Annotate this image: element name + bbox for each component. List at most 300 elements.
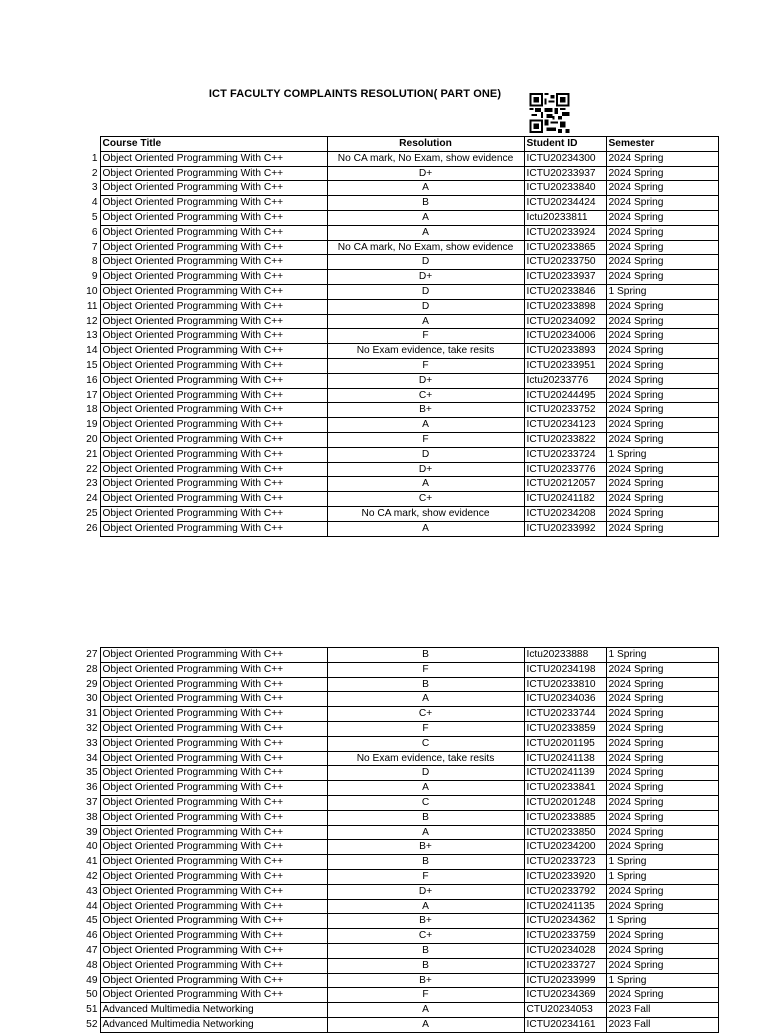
course-title-cell: Object Oriented Programming With C++	[100, 736, 327, 751]
course-title-cell: Object Oriented Programming With C++	[100, 521, 327, 536]
course-title-cell: Object Oriented Programming With C++	[100, 492, 327, 507]
resolution-cell: D+	[327, 462, 524, 477]
semester-cell: 2024 Spring	[606, 403, 718, 418]
student-id-cell: ICTU20233999	[524, 973, 606, 988]
semester-cell: 2024 Spring	[606, 721, 718, 736]
semester-cell: 2024 Spring	[606, 766, 718, 781]
course-title-cell: Object Oriented Programming With C++	[100, 869, 327, 884]
resolution-cell: C+	[327, 492, 524, 507]
semester-cell: 2024 Spring	[606, 810, 718, 825]
course-title-cell: Object Oriented Programming With C++	[100, 766, 327, 781]
resolution-cell: F	[327, 869, 524, 884]
header-resolution: Resolution	[327, 137, 524, 152]
table-row	[80, 810, 718, 825]
row-number: 33	[86, 737, 98, 749]
semester-cell: 2024 Spring	[606, 751, 718, 766]
resolution-cell: B+	[327, 403, 524, 418]
row-number: 14	[86, 345, 98, 357]
resolution-cell: C	[327, 795, 524, 810]
table-row	[80, 329, 718, 344]
semester-cell: 2024 Spring	[606, 225, 718, 240]
row-number: 24	[86, 493, 98, 505]
student-id-cell: ICTU20233810	[524, 677, 606, 692]
row-number: 48	[86, 959, 98, 971]
course-title-cell: Object Oriented Programming With C++	[100, 344, 327, 359]
resolution-cell: D+	[327, 373, 524, 388]
table-row	[80, 648, 718, 663]
row-number: 22	[86, 463, 98, 475]
resolution-cell: C+	[327, 388, 524, 403]
row-number: 1	[91, 152, 98, 164]
row-number: 11	[86, 300, 98, 312]
semester-cell: 1 Spring	[606, 869, 718, 884]
student-id-cell: ICTU20233850	[524, 825, 606, 840]
semester-cell: 2024 Spring	[606, 299, 718, 314]
table-row	[80, 388, 718, 403]
semester-cell: 2023 Fall	[606, 1003, 718, 1018]
student-id-cell: ICTU20234161	[524, 1017, 606, 1032]
semester-cell: 2024 Spring	[606, 210, 718, 225]
course-title-cell: Object Oriented Programming With C++	[100, 388, 327, 403]
resolution-cell: B	[327, 196, 524, 211]
table-row	[80, 492, 718, 507]
course-title-cell: Object Oriented Programming With C++	[100, 707, 327, 722]
student-id-cell: ICTU20234123	[524, 418, 606, 433]
student-id-cell: ICTU20233727	[524, 958, 606, 973]
semester-cell: 2024 Spring	[606, 418, 718, 433]
row-number: 4	[91, 197, 98, 209]
semester-cell: 2024 Spring	[606, 329, 718, 344]
student-id-cell: ICTU20233776	[524, 462, 606, 477]
student-id-cell: ICTU20234300	[524, 151, 606, 166]
row-number: 34	[86, 752, 98, 764]
semester-cell: 1 Spring	[606, 284, 718, 299]
semester-cell: 2024 Spring	[606, 795, 718, 810]
resolution-cell: A	[327, 1003, 524, 1018]
student-id-cell: ICTU20234198	[524, 662, 606, 677]
table-row	[80, 781, 718, 796]
student-id-cell: ICTU20234006	[524, 329, 606, 344]
row-number: 2	[91, 167, 98, 179]
course-title-cell: Object Oriented Programming With C++	[100, 151, 327, 166]
course-title-cell: Object Oriented Programming With C++	[100, 284, 327, 299]
student-id-cell: ICTU20244495	[524, 388, 606, 403]
row-number: 30	[86, 693, 98, 705]
semester-cell: 2024 Spring	[606, 358, 718, 373]
table-row	[80, 166, 718, 181]
student-id-cell: ICTU20233744	[524, 707, 606, 722]
semester-cell: 1 Spring	[606, 855, 718, 870]
table-row	[80, 869, 718, 884]
table-row	[80, 521, 718, 536]
course-title-cell: Object Oriented Programming With C++	[100, 943, 327, 958]
course-title-cell: Object Oriented Programming With C++	[100, 721, 327, 736]
row-number: 31	[86, 708, 98, 720]
student-id-cell: Ictu20233811	[524, 210, 606, 225]
row-number: 20	[86, 433, 98, 445]
student-id-cell: ICTU20233937	[524, 166, 606, 181]
row-number: 12	[86, 315, 98, 327]
row-number: 25	[86, 507, 98, 519]
course-title-cell: Object Oriented Programming With C++	[100, 884, 327, 899]
resolution-cell: A	[327, 899, 524, 914]
row-number: 6	[91, 226, 98, 238]
semester-cell: 2024 Spring	[606, 270, 718, 285]
resolution-cell: No Exam evidence, take resits	[327, 751, 524, 766]
semester-cell: 2024 Spring	[606, 943, 718, 958]
row-number: 37	[86, 796, 98, 808]
table-row	[80, 736, 718, 751]
student-id-cell: ICTU20233840	[524, 181, 606, 196]
student-id-cell: ICTU20234092	[524, 314, 606, 329]
student-id-cell: ICTU20233752	[524, 403, 606, 418]
row-number: 19	[86, 419, 98, 431]
student-id-cell: ICTU20241135	[524, 899, 606, 914]
resolution-cell: A	[327, 210, 524, 225]
resolution-cell: A	[327, 181, 524, 196]
row-number: 27	[86, 649, 98, 660]
row-number: 13	[86, 330, 98, 342]
table-row	[80, 314, 718, 329]
course-title-cell: Object Oriented Programming With C++	[100, 270, 327, 285]
course-title-cell: Object Oriented Programming With C++	[100, 329, 327, 344]
table-row	[80, 766, 718, 781]
course-title-cell: Object Oriented Programming With C++	[100, 432, 327, 447]
student-id-cell: ICTU20233724	[524, 447, 606, 462]
semester-cell: 2024 Spring	[606, 677, 718, 692]
course-title-cell: Object Oriented Programming With C++	[100, 988, 327, 1003]
resolution-cell: No CA mark, No Exam, show evidence	[327, 151, 524, 166]
complaints-table-part1	[80, 136, 719, 537]
resolution-cell: B	[327, 648, 524, 663]
resolution-cell: C+	[327, 929, 524, 944]
resolution-cell: B	[327, 677, 524, 692]
resolution-cell: F	[327, 329, 524, 344]
row-number: 38	[86, 811, 98, 823]
course-title-cell: Object Oriented Programming With C++	[100, 240, 327, 255]
semester-cell: 2024 Spring	[606, 432, 718, 447]
row-number: 50	[86, 989, 98, 1001]
table-row	[80, 973, 718, 988]
table-row	[80, 240, 718, 255]
course-title-cell: Object Oriented Programming With C++	[100, 840, 327, 855]
row-number: 26	[86, 522, 98, 534]
table-row	[80, 403, 718, 418]
row-number: 9	[91, 271, 98, 283]
resolution-cell: No CA mark, show evidence	[327, 506, 524, 521]
header-semester: Semester	[606, 137, 718, 152]
table-row	[80, 914, 718, 929]
course-title-cell: Object Oriented Programming With C++	[100, 677, 327, 692]
table-row	[80, 855, 718, 870]
semester-cell: 2024 Spring	[606, 825, 718, 840]
course-title-cell: Advanced Multimedia Networking	[100, 1003, 327, 1018]
resolution-cell: No Exam evidence, take resits	[327, 344, 524, 359]
table-row	[80, 255, 718, 270]
semester-cell: 2024 Spring	[606, 388, 718, 403]
course-title-cell: Object Oriented Programming With C++	[100, 795, 327, 810]
course-title-cell: Object Oriented Programming With C++	[100, 418, 327, 433]
course-title-cell: Object Oriented Programming With C++	[100, 692, 327, 707]
resolution-cell: F	[327, 358, 524, 373]
resolution-cell: D+	[327, 270, 524, 285]
table-row	[80, 751, 718, 766]
row-number: 44	[86, 900, 98, 912]
resolution-cell: C	[327, 736, 524, 751]
resolution-cell: F	[327, 988, 524, 1003]
student-id-cell: Ictu20233888	[524, 648, 606, 663]
semester-cell: 2023 Fall	[606, 1017, 718, 1032]
row-number: 7	[91, 241, 98, 253]
row-number: 32	[86, 722, 98, 734]
semester-cell: 2024 Spring	[606, 314, 718, 329]
resolution-cell: A	[327, 1017, 524, 1032]
row-number: 45	[86, 915, 98, 927]
row-number: 43	[86, 885, 98, 897]
semester-cell: 2024 Spring	[606, 373, 718, 388]
table-row	[80, 432, 718, 447]
resolution-cell: F	[327, 721, 524, 736]
header-student-id: Student ID	[524, 137, 606, 152]
course-title-cell: Object Oriented Programming With C++	[100, 314, 327, 329]
table-row	[80, 707, 718, 722]
resolution-cell: B+	[327, 914, 524, 929]
student-id-cell: ICTU20212057	[524, 477, 606, 492]
semester-cell: 2024 Spring	[606, 181, 718, 196]
student-id-cell: ICTU20234200	[524, 840, 606, 855]
student-id-cell: CTU20234053	[524, 1003, 606, 1018]
row-number: 5	[91, 211, 98, 223]
row-number: 18	[86, 404, 98, 416]
row-number: 46	[86, 930, 98, 942]
course-title-cell: Object Oriented Programming With C++	[100, 166, 327, 181]
table-row	[80, 181, 718, 196]
resolution-cell: D	[327, 255, 524, 270]
resolution-cell: D+	[327, 884, 524, 899]
semester-cell: 2024 Spring	[606, 240, 718, 255]
course-title-cell: Object Oriented Programming With C++	[100, 225, 327, 240]
table-row	[80, 795, 718, 810]
row-number: 42	[86, 870, 98, 882]
semester-cell: 2024 Spring	[606, 840, 718, 855]
row-number: 10	[86, 285, 98, 297]
semester-cell: 1 Spring	[606, 648, 718, 663]
student-id-cell: ICTU20233846	[524, 284, 606, 299]
course-title-cell: Object Oriented Programming With C++	[100, 751, 327, 766]
row-number: 36	[86, 782, 98, 794]
resolution-cell: A	[327, 781, 524, 796]
resolution-cell: B	[327, 810, 524, 825]
student-id-cell: ICTU20241182	[524, 492, 606, 507]
table-row	[80, 225, 718, 240]
student-id-cell: ICTU20233792	[524, 884, 606, 899]
student-id-cell: ICTU20233951	[524, 358, 606, 373]
table-row	[80, 358, 718, 373]
semester-cell: 2024 Spring	[606, 736, 718, 751]
row-number: 17	[86, 389, 98, 401]
semester-cell: 2024 Spring	[606, 781, 718, 796]
student-id-cell: Ictu20233776	[524, 373, 606, 388]
student-id-cell: ICTU20233992	[524, 521, 606, 536]
table-row	[80, 210, 718, 225]
row-number: 49	[86, 974, 98, 986]
table-row	[80, 196, 718, 211]
resolution-cell: F	[327, 432, 524, 447]
resolution-cell: A	[327, 692, 524, 707]
student-id-cell: ICTU20233723	[524, 855, 606, 870]
semester-cell: 2024 Spring	[606, 492, 718, 507]
course-title-cell: Object Oriented Programming With C++	[100, 210, 327, 225]
semester-cell: 2024 Spring	[606, 151, 718, 166]
resolution-cell: No CA mark, No Exam, show evidence	[327, 240, 524, 255]
table-row	[80, 506, 718, 521]
semester-cell: 2024 Spring	[606, 344, 718, 359]
semester-cell: 1 Spring	[606, 447, 718, 462]
student-id-cell: ICTU20233898	[524, 299, 606, 314]
student-id-cell: ICTU20233750	[524, 255, 606, 270]
page-title: ICT FACULTY COMPLAINTS RESOLUTION( PART ONE)	[208, 88, 502, 100]
row-number: 35	[86, 767, 98, 779]
row-number: 40	[86, 841, 98, 853]
resolution-cell: A	[327, 825, 524, 840]
student-id-cell: ICTU20233822	[524, 432, 606, 447]
student-id-cell: ICTU20233893	[524, 344, 606, 359]
semester-cell: 2024 Spring	[606, 166, 718, 181]
course-title-cell: Object Oriented Programming With C++	[100, 973, 327, 988]
student-id-cell: ICTU20234369	[524, 988, 606, 1003]
table-row	[80, 721, 718, 736]
table-row	[80, 988, 718, 1003]
resolution-cell: A	[327, 225, 524, 240]
row-number: 21	[86, 448, 98, 460]
semester-cell: 2024 Spring	[606, 958, 718, 973]
course-title-cell: Object Oriented Programming With C++	[100, 255, 327, 270]
table-row	[80, 1003, 718, 1018]
course-title-cell: Object Oriented Programming With C++	[100, 506, 327, 521]
semester-cell: 2024 Spring	[606, 521, 718, 536]
table-row	[80, 677, 718, 692]
semester-cell: 2024 Spring	[606, 707, 718, 722]
student-id-cell: ICTU20234362	[524, 914, 606, 929]
semester-cell: 2024 Spring	[606, 899, 718, 914]
table-row	[80, 662, 718, 677]
course-title-cell: Object Oriented Programming With C++	[100, 196, 327, 211]
table-header-row	[80, 137, 718, 152]
row-number: 39	[86, 826, 98, 838]
table-row	[80, 929, 718, 944]
row-number: 28	[86, 663, 98, 675]
table-row	[80, 692, 718, 707]
course-title-cell: Object Oriented Programming With C++	[100, 781, 327, 796]
semester-cell: 1 Spring	[606, 973, 718, 988]
course-title-cell: Object Oriented Programming With C++	[100, 810, 327, 825]
course-title-cell: Object Oriented Programming With C++	[100, 477, 327, 492]
table-row	[80, 418, 718, 433]
course-title-cell: Object Oriented Programming With C++	[100, 462, 327, 477]
header-course-title: Course Title	[100, 137, 327, 152]
student-id-cell: ICTU20241138	[524, 751, 606, 766]
course-title-cell: Object Oriented Programming With C++	[100, 825, 327, 840]
resolution-cell: A	[327, 314, 524, 329]
course-title-cell: Object Oriented Programming With C++	[100, 299, 327, 314]
resolution-cell: A	[327, 521, 524, 536]
row-number: 52	[86, 1018, 98, 1030]
student-id-cell: ICTU20233841	[524, 781, 606, 796]
student-id-cell: ICTU20233865	[524, 240, 606, 255]
course-title-cell: Object Oriented Programming With C++	[100, 373, 327, 388]
qr-code-icon	[528, 93, 571, 133]
table-row	[80, 151, 718, 166]
table-row	[80, 899, 718, 914]
resolution-cell: B	[327, 855, 524, 870]
student-id-cell: ICTU20201195	[524, 736, 606, 751]
resolution-cell: A	[327, 477, 524, 492]
resolution-cell: B+	[327, 973, 524, 988]
student-id-cell: ICTU20201248	[524, 795, 606, 810]
student-id-cell: ICTU20234424	[524, 196, 606, 211]
course-title-cell: Object Oriented Programming With C++	[100, 929, 327, 944]
row-number: 15	[86, 359, 98, 371]
course-title-cell: Object Oriented Programming With C++	[100, 855, 327, 870]
semester-cell: 2024 Spring	[606, 662, 718, 677]
table-row	[80, 958, 718, 973]
student-id-cell: ICTU20233924	[524, 225, 606, 240]
course-title-cell: Object Oriented Programming With C++	[100, 181, 327, 196]
table-row	[80, 477, 718, 492]
course-title-cell: Object Oriented Programming With C++	[100, 914, 327, 929]
student-id-cell: ICTU20234028	[524, 943, 606, 958]
table-row	[80, 1017, 718, 1032]
course-title-cell: Object Oriented Programming With C++	[100, 358, 327, 373]
row-number: 41	[86, 856, 98, 868]
table-row	[80, 299, 718, 314]
student-id-cell: ICTU20241139	[524, 766, 606, 781]
row-number: 8	[91, 256, 98, 268]
row-number: 23	[86, 478, 98, 490]
row-number: 3	[91, 182, 98, 194]
row-number: 51	[86, 1004, 98, 1016]
semester-cell: 2024 Spring	[606, 462, 718, 477]
semester-cell: 2024 Spring	[606, 477, 718, 492]
table-row	[80, 840, 718, 855]
resolution-cell: D	[327, 766, 524, 781]
table-row	[80, 462, 718, 477]
semester-cell: 2024 Spring	[606, 196, 718, 211]
resolution-cell: C+	[327, 707, 524, 722]
course-title-cell: Object Oriented Programming With C++	[100, 662, 327, 677]
resolution-cell: D	[327, 299, 524, 314]
course-title-cell: Object Oriented Programming With C++	[100, 403, 327, 418]
resolution-cell: B+	[327, 840, 524, 855]
resolution-cell: D+	[327, 166, 524, 181]
resolution-cell: F	[327, 662, 524, 677]
table-row	[80, 884, 718, 899]
row-number: 29	[86, 678, 98, 690]
semester-cell: 2024 Spring	[606, 692, 718, 707]
student-id-cell: ICTU20234208	[524, 506, 606, 521]
student-id-cell: ICTU20233859	[524, 721, 606, 736]
table-row	[80, 373, 718, 388]
course-title-cell: Object Oriented Programming With C++	[100, 899, 327, 914]
student-id-cell: ICTU20233920	[524, 869, 606, 884]
student-id-cell: ICTU20233885	[524, 810, 606, 825]
resolution-cell: D	[327, 447, 524, 462]
row-number: 16	[86, 374, 98, 386]
table-row	[80, 447, 718, 462]
semester-cell: 2024 Spring	[606, 255, 718, 270]
course-title-cell: Object Oriented Programming With C++	[100, 958, 327, 973]
row-number: 47	[86, 944, 98, 956]
